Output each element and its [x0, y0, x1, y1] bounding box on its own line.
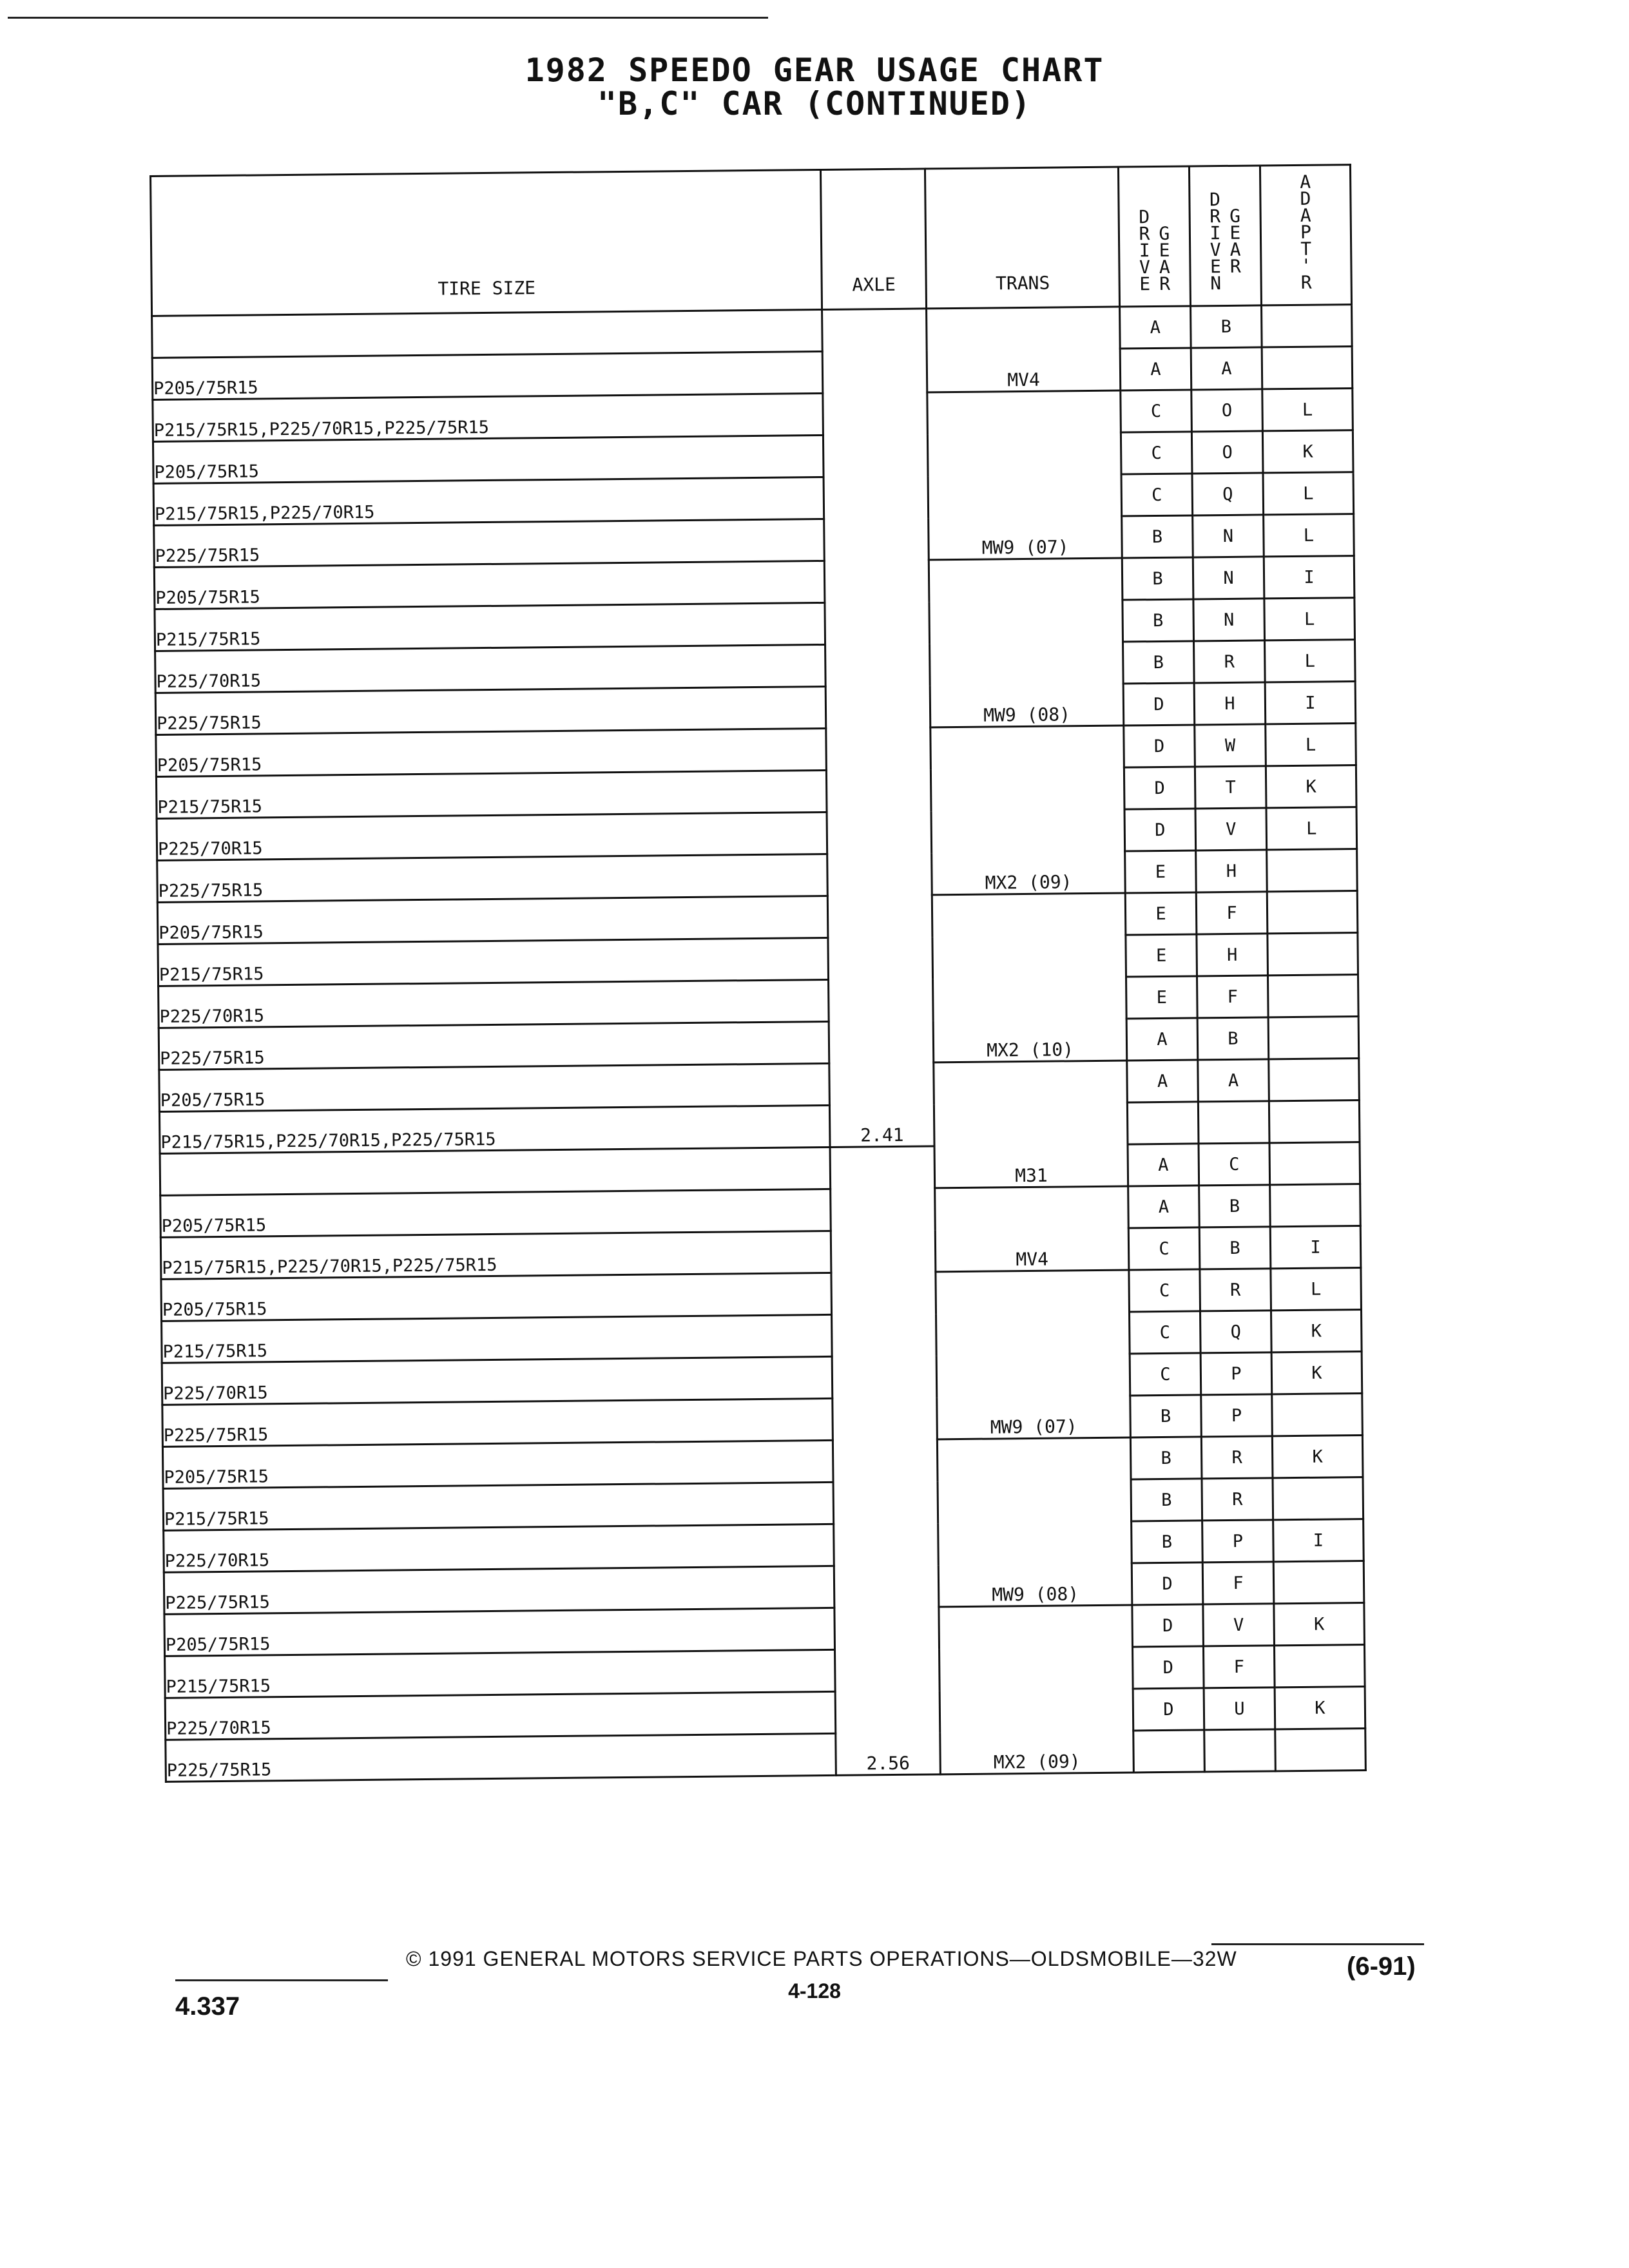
- driven-gear-cell: [1198, 1101, 1269, 1144]
- header-drive-word: D R I V E: [1139, 206, 1151, 295]
- tire-size-cell: P215/75R15: [165, 1649, 836, 1698]
- drive-gear-cell: E: [1126, 976, 1198, 1019]
- chart-subtitle: "B,C" CAR (CONTINUED): [597, 85, 1032, 122]
- driven-gear-cell: V: [1203, 1604, 1275, 1646]
- driven-gear-cell: P: [1202, 1520, 1274, 1562]
- tire-size-cell: P225/70R15: [159, 979, 829, 1028]
- driven-gear-cell: O: [1191, 431, 1263, 474]
- driven-gear-cell: B: [1199, 1227, 1271, 1269]
- chart-title: 1982 SPEEDO GEAR USAGE CHART: [525, 52, 1104, 89]
- tire-size-cell: [160, 1147, 831, 1195]
- tire-size-cell: P205/75R15: [156, 728, 827, 776]
- transmission-cell: MX2 (10): [932, 893, 1126, 1062]
- table-body: [152, 305, 1366, 1782]
- header-driven-gear: [1189, 166, 1261, 306]
- tire-size-cell: P215/75R15,P225/70R15,P225/75R15: [159, 1105, 830, 1153]
- driven-gear-cell: R: [1201, 1436, 1273, 1479]
- adapter-cell: [1269, 1142, 1360, 1185]
- tire-size-cell: P205/75R15: [164, 1608, 835, 1656]
- driven-gear-cell: F: [1197, 975, 1269, 1018]
- tire-size-cell: P225/70R15: [164, 1524, 834, 1572]
- tire-size-cell: P225/70R15: [165, 1691, 836, 1740]
- transmission-cell: MX2 (09): [930, 726, 1125, 895]
- tire-size-cell: P205/75R15: [161, 1273, 832, 1321]
- drive-gear-cell: C: [1121, 390, 1192, 432]
- adapter-cell: L: [1266, 807, 1357, 850]
- footer-page-number: 4-128: [788, 1979, 841, 2003]
- drive-gear-cell: D: [1132, 1562, 1203, 1605]
- adapter-cell: [1268, 975, 1359, 1017]
- drive-gear-cell: B: [1122, 557, 1193, 600]
- tire-size-cell: P205/75R15: [159, 1063, 830, 1111]
- tire-size-cell: [152, 309, 823, 358]
- driven-gear-cell: T: [1195, 766, 1266, 809]
- tire-size-cell: P205/75R15: [153, 435, 824, 483]
- gear-usage-table-container: [149, 164, 1365, 1807]
- adapter-cell: [1273, 1477, 1364, 1520]
- adapter-cell: K: [1262, 430, 1353, 473]
- drive-gear-cell: E: [1126, 934, 1197, 977]
- drive-gear-cell: B: [1130, 1395, 1202, 1437]
- adapter-cell: L: [1265, 640, 1356, 682]
- footer-rule-right: [1211, 1943, 1424, 1945]
- header-adapter-word: A D A P T ' R: [1300, 171, 1312, 293]
- drive-gear-cell: D: [1124, 809, 1196, 851]
- tire-size-cell: P215/75R15: [163, 1482, 834, 1530]
- driven-gear-cell: O: [1191, 389, 1263, 432]
- drive-gear-cell: B: [1123, 599, 1194, 642]
- tire-size-cell: P215/75R15: [156, 770, 827, 818]
- adapter-cell: L: [1262, 389, 1353, 431]
- transmission-cell: MW9 (07): [936, 1270, 1130, 1439]
- drive-gear-cell: A: [1127, 1060, 1199, 1102]
- driven-gear-cell: R: [1200, 1269, 1271, 1311]
- driven-gear-cell: Q: [1200, 1311, 1271, 1353]
- drive-gear-cell: D: [1132, 1604, 1204, 1647]
- transmission-cell: MV4: [935, 1186, 1129, 1272]
- tire-size-cell: P215/75R15,P225/70R15,P225/75R15: [160, 1231, 831, 1279]
- driven-gear-cell: R: [1202, 1478, 1273, 1521]
- tire-size-cell: P225/70R15: [162, 1356, 833, 1405]
- header-gear-word: G E A R: [1229, 205, 1241, 277]
- transmission-cell: M31: [934, 1061, 1128, 1188]
- footer-copyright: © 1991 GENERAL MOTORS SERVICE PARTS OPERATIONS—OLDSMOBILE—32W: [406, 1947, 1237, 1970]
- drive-gear-cell: A: [1126, 1018, 1198, 1061]
- driven-gear-cell: N: [1193, 557, 1264, 599]
- adapter-cell: L: [1271, 1268, 1362, 1311]
- drive-gear-cell: C: [1129, 1269, 1200, 1312]
- tire-size-cell: P225/75R15: [159, 1021, 829, 1070]
- tire-size-cell: P205/75R15: [162, 1440, 833, 1488]
- adapter-cell: L: [1264, 598, 1355, 640]
- drive-gear-cell: A: [1120, 306, 1191, 349]
- adapter-cell: [1269, 1059, 1360, 1101]
- driven-gear-cell: B: [1197, 1017, 1269, 1060]
- driven-gear-cell: H: [1197, 934, 1268, 976]
- adapter-cell: [1267, 849, 1358, 892]
- tire-size-cell: P215/75R15: [155, 602, 825, 651]
- top-rule: [8, 17, 768, 19]
- driven-gear-cell: P: [1201, 1394, 1273, 1437]
- drive-gear-cell: D: [1132, 1646, 1204, 1689]
- driven-gear-cell: A: [1198, 1059, 1269, 1102]
- header-tire-size: TIRE SIZE: [151, 170, 822, 316]
- adapter-cell: K: [1271, 1352, 1362, 1394]
- header-axle: AXLE: [820, 169, 926, 310]
- adapter-cell: K: [1272, 1436, 1363, 1478]
- adapter-cell: I: [1265, 682, 1356, 724]
- driven-gear-cell: F: [1196, 892, 1268, 934]
- tire-size-cell: P205/75R15: [154, 561, 825, 609]
- driven-gear-cell: Q: [1192, 473, 1264, 515]
- drive-gear-cell: D: [1133, 1688, 1204, 1731]
- driven-gear-cell: V: [1195, 808, 1267, 850]
- adapter-cell: K: [1271, 1310, 1362, 1352]
- axle-ratio-cell: 2.41: [822, 309, 934, 1147]
- adapter-cell: K: [1266, 765, 1356, 808]
- drive-gear-cell: B: [1130, 1437, 1202, 1479]
- adapter-cell: [1275, 1729, 1366, 1771]
- drive-gear-cell: B: [1122, 515, 1193, 558]
- drive-gear-cell: D: [1124, 767, 1195, 809]
- adapter-cell: K: [1275, 1687, 1365, 1729]
- tire-size-cell: P225/75R15: [162, 1398, 833, 1446]
- drive-gear-cell: E: [1125, 850, 1197, 893]
- drive-gear-cell: C: [1121, 432, 1192, 474]
- drive-gear-cell: C: [1121, 474, 1193, 516]
- drive-gear-cell: A: [1128, 1186, 1200, 1228]
- transmission-cell: MV4: [927, 307, 1121, 392]
- driven-gear-cell: C: [1199, 1143, 1270, 1186]
- drive-gear-cell: C: [1128, 1227, 1200, 1270]
- driven-gear-cell: [1204, 1729, 1276, 1772]
- tire-size-cell: P215/75R15: [162, 1314, 833, 1363]
- transmission-cell: MX2 (09): [939, 1605, 1133, 1774]
- header-adapter: [1260, 165, 1351, 305]
- adapter-cell: [1262, 347, 1353, 389]
- header-trans: TRANS: [925, 167, 1119, 309]
- drive-gear-cell: D: [1124, 725, 1195, 767]
- axle-ratio-cell: 2.56: [830, 1146, 940, 1776]
- adapter-cell: K: [1274, 1603, 1365, 1646]
- drive-gear-cell: D: [1123, 683, 1195, 726]
- gear-usage-table: [149, 164, 1367, 1783]
- adapter-cell: L: [1263, 472, 1354, 515]
- tire-size-cell: P205/75R15: [152, 351, 823, 399]
- adapter-cell: L: [1264, 514, 1354, 557]
- tire-size-cell: P225/75R15: [166, 1733, 836, 1782]
- drive-gear-cell: A: [1128, 1144, 1199, 1186]
- tire-size-cell: P225/75R15: [155, 686, 826, 735]
- driven-gear-cell: B: [1191, 305, 1262, 348]
- adapter-cell: [1270, 1184, 1361, 1227]
- tire-size-cell: P225/70R15: [155, 644, 826, 693]
- adapter-cell: I: [1270, 1226, 1361, 1269]
- tire-size-cell: P205/75R15: [160, 1189, 831, 1237]
- drive-gear-cell: B: [1131, 1479, 1202, 1521]
- tire-size-cell: P225/75R15: [154, 519, 825, 567]
- drive-gear-cell: C: [1130, 1311, 1201, 1354]
- adapter-cell: [1274, 1645, 1365, 1687]
- drive-gear-cell: [1133, 1730, 1205, 1773]
- driven-gear-cell: R: [1194, 640, 1266, 683]
- transmission-cell: MW9 (08): [929, 558, 1123, 727]
- header-gear-word: G E A R: [1159, 222, 1171, 294]
- tire-size-cell: P225/75R15: [157, 854, 828, 902]
- driven-gear-cell: W: [1195, 724, 1266, 767]
- driven-gear-cell: H: [1194, 682, 1266, 725]
- tire-size-cell: P215/75R15: [158, 937, 829, 986]
- tire-size-cell: P215/75R15,P225/70R15,P225/75R15: [153, 393, 824, 441]
- driven-gear-cell: F: [1203, 1646, 1275, 1688]
- drive-gear-cell: [1127, 1102, 1199, 1144]
- adapter-cell: [1268, 1017, 1359, 1059]
- adapter-cell: I: [1264, 556, 1354, 599]
- driven-gear-cell: N: [1193, 515, 1264, 557]
- drive-gear-cell: C: [1130, 1353, 1201, 1396]
- tire-size-cell: P225/70R15: [157, 812, 827, 860]
- footer-section-number: 4.337: [175, 1992, 240, 2021]
- driven-gear-cell: F: [1202, 1562, 1274, 1604]
- footer-revision-date: (6-91): [1347, 1952, 1416, 1981]
- header-driven-word: D R I V E N: [1209, 189, 1222, 294]
- driven-gear-cell: A: [1191, 347, 1262, 390]
- transmission-cell: MW9 (08): [937, 1437, 1132, 1607]
- drive-gear-cell: B: [1123, 641, 1195, 684]
- adapter-cell: [1268, 933, 1358, 975]
- drive-gear-cell: A: [1120, 348, 1191, 390]
- adapter-cell: [1272, 1394, 1363, 1436]
- adapter-cell: [1267, 891, 1358, 934]
- tire-size-cell: P225/75R15: [164, 1566, 834, 1614]
- driven-gear-cell: P: [1200, 1352, 1272, 1395]
- tire-size-cell: P205/75R15: [157, 896, 828, 944]
- driven-gear-cell: B: [1199, 1185, 1271, 1227]
- transmission-cell: MW9 (07): [927, 390, 1122, 560]
- adapter-cell: L: [1266, 724, 1356, 766]
- adapter-cell: I: [1273, 1519, 1364, 1562]
- drive-gear-cell: B: [1132, 1521, 1203, 1563]
- driven-gear-cell: U: [1204, 1687, 1275, 1730]
- adapter-cell: [1262, 305, 1353, 347]
- adapter-cell: [1273, 1561, 1364, 1604]
- driven-gear-cell: N: [1193, 599, 1265, 641]
- adapter-cell: [1269, 1100, 1360, 1143]
- header-drive-gear: [1118, 166, 1190, 307]
- tire-size-cell: P215/75R15,P225/70R15: [153, 477, 824, 525]
- driven-gear-cell: H: [1196, 850, 1268, 892]
- drive-gear-cell: E: [1125, 892, 1197, 935]
